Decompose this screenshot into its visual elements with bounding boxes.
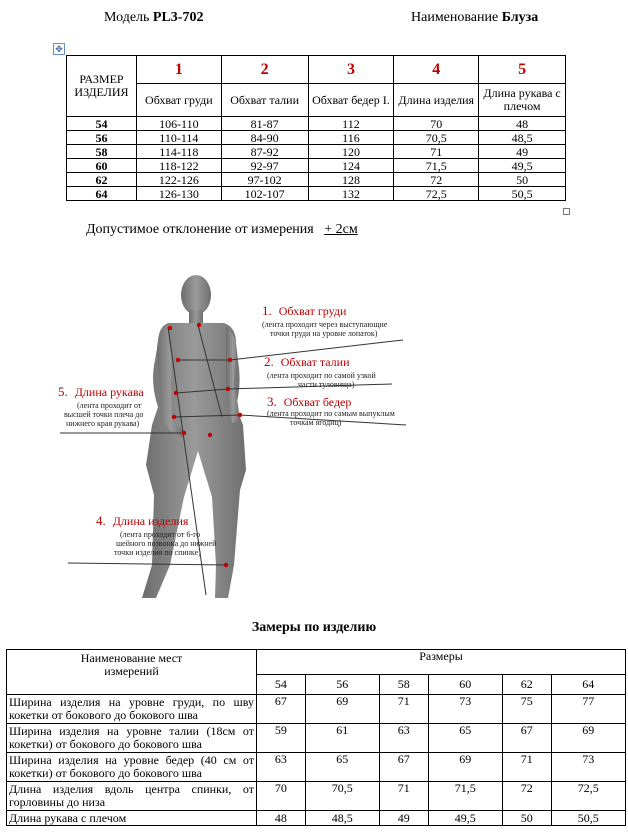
- cell: 49,5: [428, 811, 502, 826]
- cell: 87-92: [221, 145, 308, 159]
- measurements-title: Замеры по изделию: [251, 620, 377, 635]
- table-row: [67, 145, 566, 159]
- cell: 71: [379, 695, 428, 724]
- annotation-waist: 2. Обхват талии: [264, 354, 350, 369]
- size-col: 56: [305, 674, 379, 694]
- cell: 81-87: [221, 117, 308, 131]
- cell: 71,5: [394, 159, 479, 173]
- col-label-5: Длина рукава с плечом: [479, 84, 566, 117]
- cell: 48: [257, 811, 306, 826]
- cell: 65: [428, 724, 502, 753]
- col-label-1: Обхват груди: [136, 84, 221, 117]
- col-label-4: Длина изделия: [394, 84, 479, 117]
- length-leader: [68, 563, 228, 565]
- tolerance-text: Допустимое отклонение от измерения: [86, 222, 314, 237]
- cell: 48,5: [305, 811, 379, 826]
- cell: 114-118: [136, 145, 221, 159]
- annotation-length-desc-1: (лента проходит от 6-го: [120, 530, 201, 539]
- table-row: [7, 695, 626, 724]
- table-row: [67, 159, 566, 173]
- col-label-3: Обхват бедер I.: [308, 84, 394, 117]
- annotation-waist-desc-2: части туловища): [298, 380, 355, 389]
- col-label-2: Обхват талии: [221, 84, 308, 117]
- cell: 126-130: [136, 187, 221, 201]
- annotation-sleeve-desc-1: (лента проходит от: [77, 401, 142, 410]
- cell: 75: [502, 695, 551, 724]
- cell: 72,5: [551, 782, 625, 811]
- cell: 61: [305, 724, 379, 753]
- cell: 71: [394, 145, 479, 159]
- size-col: 60: [428, 674, 502, 694]
- size-header: РАЗМЕР ИЗДЕЛИЯ: [67, 56, 137, 117]
- table-move-handle-icon[interactable]: ✥: [53, 43, 65, 55]
- table-row: [7, 753, 626, 782]
- size-col: 64: [551, 674, 625, 694]
- cell: 63: [379, 724, 428, 753]
- row-label: Ширина изделия на уровне бедер (40 см от кокетки) от бокового до бокового шва: [7, 753, 257, 782]
- cell: 72: [394, 173, 479, 187]
- cell: 102-107: [221, 187, 308, 201]
- model-label: Модель: [104, 10, 150, 25]
- cell: 67: [257, 695, 306, 724]
- table-row: [67, 117, 566, 131]
- cell: 70: [394, 117, 479, 131]
- row-size: 56: [67, 131, 137, 145]
- cell: 77: [551, 695, 625, 724]
- cell: 50: [479, 173, 566, 187]
- annotation-hips-desc-1: (лента проходит по самым выпуклым: [267, 409, 395, 418]
- cell: 71: [502, 753, 551, 782]
- annotation-waist-desc-1: (лента проходит по самой узкой: [267, 371, 376, 380]
- cell: 72: [502, 782, 551, 811]
- annotation-sleeve-desc-2: высшей точки плеча до: [64, 410, 144, 419]
- annotation-hips: 3. Обхват бедер: [267, 394, 352, 409]
- name-value: Блуза: [501, 10, 539, 25]
- row-size: 58: [67, 145, 137, 159]
- cell: 128: [308, 173, 394, 187]
- col-num-3: 3: [308, 56, 394, 84]
- annotation-sleeve: 5. Длина рукава: [58, 384, 144, 399]
- cell: 49,5: [479, 159, 566, 173]
- col-num-2: 2: [221, 56, 308, 84]
- cell: 71,5: [428, 782, 502, 811]
- row-label: Длина рукава с плечом: [7, 811, 257, 826]
- row-size: 62: [67, 173, 137, 187]
- annotation-chest: 1. Обхват груди: [262, 303, 347, 318]
- cell: 50,5: [479, 187, 566, 201]
- annotation-length: 4. Длина изделия: [96, 513, 189, 528]
- cell: 73: [551, 753, 625, 782]
- row-label: Длина изделия вдоль центра спинки, от горловины до низа: [7, 782, 257, 811]
- cell: 120: [308, 145, 394, 159]
- row-label: Ширина изделия на уровне талии (18см от кокетки) от бокового до бокового шва: [7, 724, 257, 753]
- row-size: 64: [67, 187, 137, 201]
- cell: 92-97: [221, 159, 308, 173]
- annotation-chest-desc-1: (лента проходит через выступающие: [262, 320, 388, 329]
- cell: 73: [428, 695, 502, 724]
- body-measurement-figure: [50, 265, 410, 610]
- cell: 71: [379, 782, 428, 811]
- cell: 65: [305, 753, 379, 782]
- col-num-4: 4: [394, 56, 479, 84]
- table-row: [7, 811, 626, 826]
- cell: 70,5: [305, 782, 379, 811]
- cell: 50,5: [551, 811, 625, 826]
- col-num-5: 5: [479, 56, 566, 84]
- cell: 48,5: [479, 131, 566, 145]
- row-size: 60: [67, 159, 137, 173]
- cell: 132: [308, 187, 394, 201]
- table-row: [67, 187, 566, 201]
- cell: 116: [308, 131, 394, 145]
- cell: 122-126: [136, 173, 221, 187]
- cell: 48: [479, 117, 566, 131]
- table-resize-handle[interactable]: [563, 208, 570, 215]
- annotation-length-desc-3: точки изделия по спинке): [114, 548, 201, 557]
- cell: 59: [257, 724, 306, 753]
- cell: 72,5: [394, 187, 479, 201]
- cell: 70,5: [394, 131, 479, 145]
- cell: 112: [308, 117, 394, 131]
- tolerance-value: + 2см: [324, 222, 358, 237]
- table-row: [67, 173, 566, 187]
- cell: 97-102: [221, 173, 308, 187]
- cell: 124: [308, 159, 394, 173]
- cell: 49: [479, 145, 566, 159]
- size-col: 58: [379, 674, 428, 694]
- size-col: 54: [257, 674, 306, 694]
- cell: 106-110: [136, 117, 221, 131]
- name-line: [411, 10, 538, 26]
- annotation-chest-desc-2: точки груди на уровне лопаток): [270, 329, 378, 338]
- annotation-length-desc-2: шейного позвонка до нижней: [116, 539, 217, 548]
- cell: 84-90: [221, 131, 308, 145]
- model-line: [104, 10, 203, 26]
- measurements-table: [6, 649, 626, 826]
- cell: 69: [551, 724, 625, 753]
- row-size: 54: [67, 117, 137, 131]
- table-row: [7, 782, 626, 811]
- cell: 69: [428, 753, 502, 782]
- cell: 50: [502, 811, 551, 826]
- annotation-hips-desc-2: точкам ягодиц): [290, 418, 342, 427]
- model-value: PL3-702: [152, 10, 204, 25]
- size-table: [66, 55, 566, 201]
- name-label: Наименование: [411, 10, 499, 25]
- cell: 63: [257, 753, 306, 782]
- table-row: [7, 724, 626, 753]
- cell: 69: [305, 695, 379, 724]
- size-col: 62: [502, 674, 551, 694]
- cell: 118-122: [136, 159, 221, 173]
- annotation-sleeve-desc-3: нижнего края рукава): [66, 419, 140, 428]
- col-num-1: 1: [136, 56, 221, 84]
- tolerance-line: [86, 222, 358, 238]
- cell: 110-114: [136, 131, 221, 145]
- cell: 67: [502, 724, 551, 753]
- place-header: Наименование мест измерений: [7, 650, 257, 695]
- cell: 49: [379, 811, 428, 826]
- table-row: [67, 131, 566, 145]
- cell: 70: [257, 782, 306, 811]
- row-label: Ширина изделия на уровне груди, по шву кокетки от бокового до бокового шва: [7, 695, 257, 724]
- cell: 67: [379, 753, 428, 782]
- sizes-header: Размеры: [257, 650, 626, 675]
